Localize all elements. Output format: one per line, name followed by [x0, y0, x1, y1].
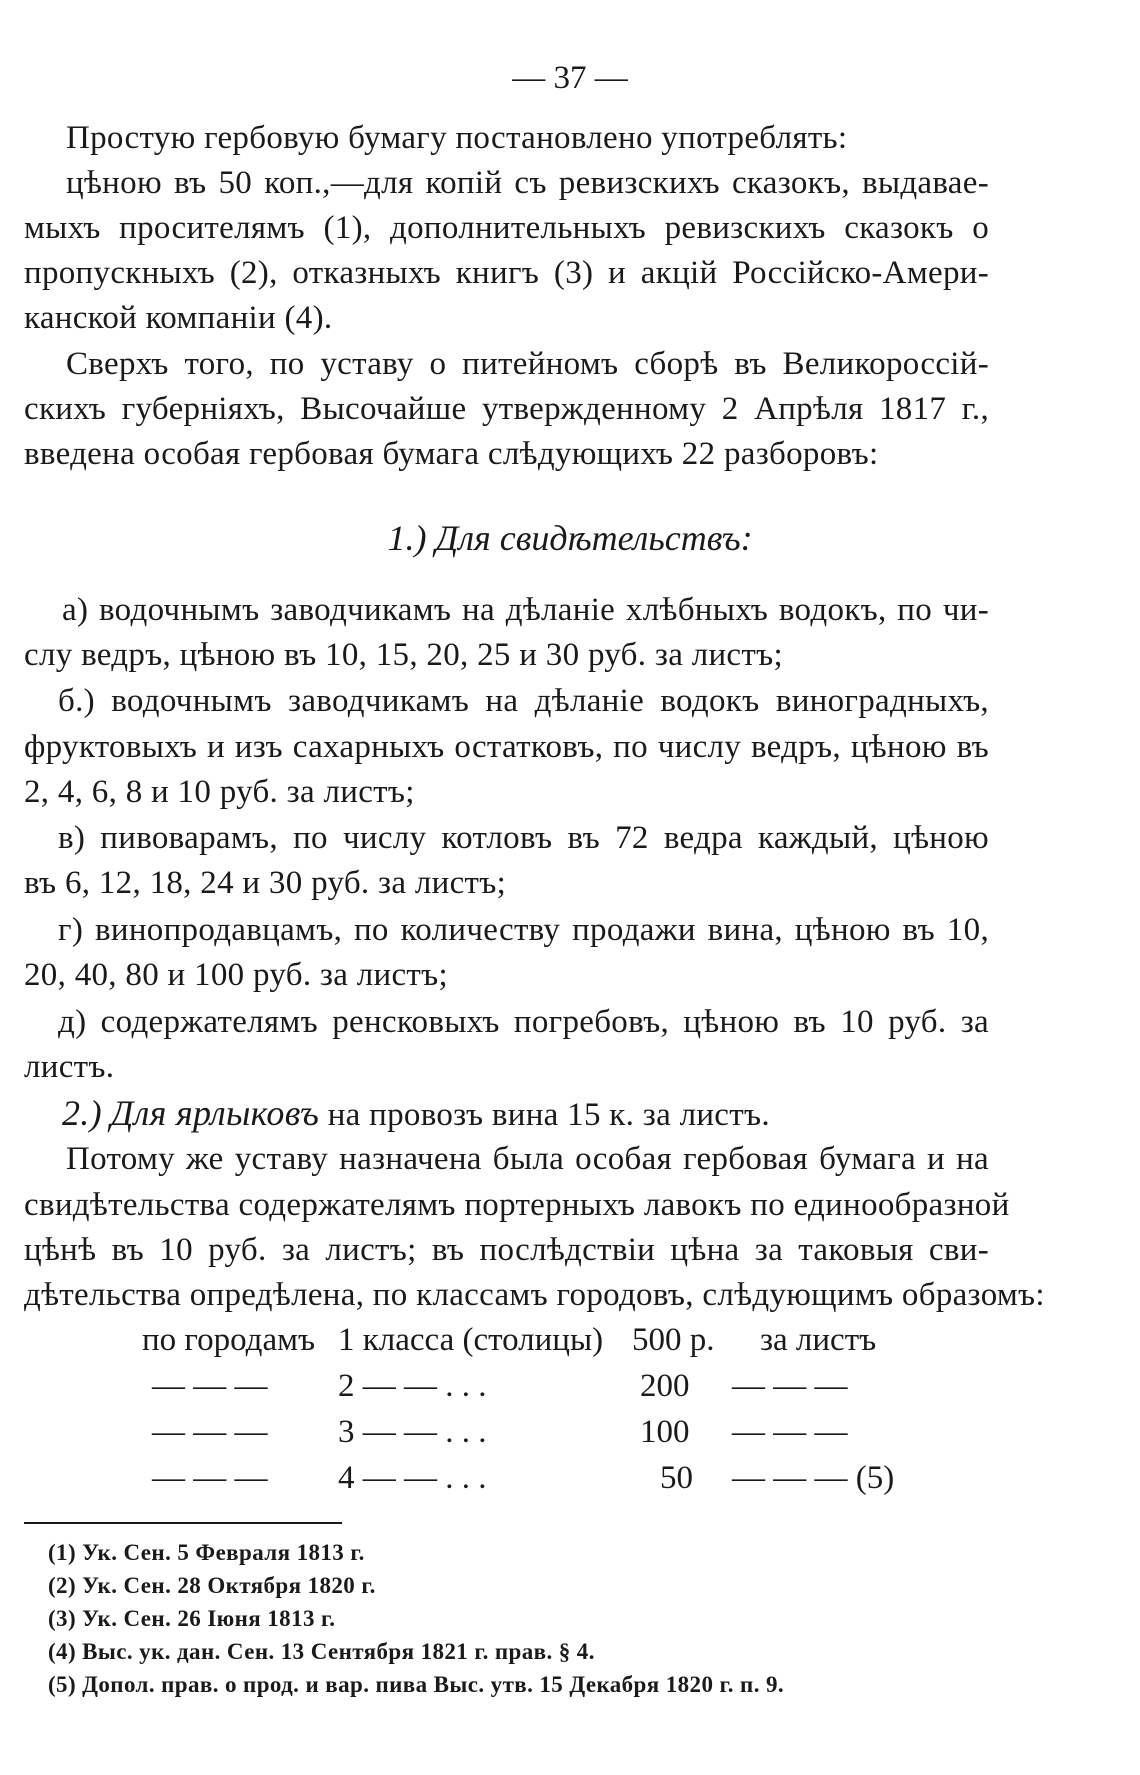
- heading2-text: на провозъ вина 15 к. за листъ.: [327, 1097, 770, 1133]
- text-line: Потому же уставу назначена была особая гербовая бумага и на: [66, 1141, 989, 1177]
- text-line: пропускныхъ (2), отказныхъ книгъ (3) и акцій Россійско-Амери-: [24, 255, 989, 291]
- table-cell: 100: [640, 1414, 690, 1450]
- text-line: г) винопродавцамъ, по количеству продажи вина, цѣною въ 10,: [58, 912, 989, 948]
- text-line: цѣною въ 50 коп.,—для копій съ ревизскихъ сказокъ, выдавае-: [66, 165, 989, 201]
- text-line: слу ведръ, цѣною въ 10, 15, 20, 25 и 30 руб. за листъ;: [24, 637, 783, 673]
- text-line: цѣнѣ въ 10 руб. за листъ; въ послѣдствіи цѣна за таковыя сви-: [24, 1232, 989, 1268]
- table-cell: — — —: [732, 1368, 848, 1404]
- section-heading-line: [62, 1093, 770, 1135]
- page-number: — 37 —: [512, 60, 628, 96]
- text-line: въ 6, 12, 18, 24 и 30 руб. за листъ;: [24, 865, 507, 901]
- text-line: в) пивоварамъ, по числу котловъ въ 72 ведра каждый, цѣною: [58, 820, 989, 856]
- text-line: скихъ губерніяхъ, Высочайше утвержденному 2 Апрѣля 1817 г.,: [24, 391, 989, 427]
- text-line: б.) водочнымъ заводчикамъ на дѣланіе водокъ виноградныхъ,: [58, 683, 989, 719]
- text-line: введена особая гербовая бумага слѣдующихъ 22 разборовъ:: [24, 436, 879, 472]
- table-cell: — — —: [732, 1414, 848, 1450]
- text-line: свидѣтельства содержателямъ портерныхъ лавокъ по единообразной: [24, 1187, 1010, 1223]
- text-line: Сверхъ того, по уставу о питейномъ сборѣ въ Великороссій-: [66, 346, 989, 382]
- table-cell: 50: [660, 1460, 693, 1496]
- text-line: 20, 40, 80 и 100 руб. за листъ;: [24, 957, 448, 993]
- text-line: а) водочнымъ заводчикамъ на дѣланіе хлѣбныхъ водокъ, по чи-: [62, 592, 989, 628]
- table-cell: 500 р.: [632, 1322, 715, 1358]
- footnote-rule: [24, 1522, 342, 1524]
- table-cell: за листъ: [760, 1322, 877, 1358]
- table-cell: — — —: [152, 1368, 268, 1404]
- heading2-title: Для ярлыковъ: [110, 1093, 320, 1133]
- text-line: 2, 4, 6, 8 и 10 руб. за листъ;: [24, 774, 415, 810]
- table-cell: — — —: [152, 1414, 268, 1450]
- footnote: (3) Ук. Сен. 26 Іюня 1813 г.: [48, 1606, 336, 1631]
- text-line: Простую гербовую бумагу постановлено употреблять:: [66, 120, 848, 156]
- footnote: (1) Ук. Сен. 5 Февраля 1813 г.: [48, 1540, 365, 1565]
- footnote: (2) Ук. Сен. 28 Октября 1820 г.: [48, 1573, 376, 1598]
- heading2-number: 2.): [62, 1093, 102, 1133]
- text-line: дѣтельства опредѣлена, по классамъ городовъ, слѣдующимъ образомъ:: [24, 1277, 1045, 1313]
- table-cell: 4 — — . . .: [338, 1460, 487, 1496]
- text-line: листъ.: [24, 1049, 115, 1085]
- table-cell: — — — (5): [732, 1460, 895, 1496]
- section-heading: 1.) Для свидѣтельствъ:: [387, 518, 753, 558]
- text-line: мыхъ просителямъ (1), дополнительныхъ ревизскихъ сказокъ о: [24, 210, 989, 246]
- table-cell: по городамъ: [142, 1322, 316, 1358]
- table-cell: 3 — — . . .: [338, 1414, 487, 1450]
- text-line: канской компаніи (4).: [24, 300, 333, 336]
- table-cell: 200: [640, 1368, 690, 1404]
- footnote: (5) Допол. прав. о прод. и вар. пива Выс. утв. 15 Декабря 1820 г. п. 9.: [48, 1672, 785, 1697]
- table-cell: 2 — — . . .: [338, 1368, 487, 1404]
- text-line: фруктовыхъ и изъ сахарныхъ остатковъ, по числу ведръ, цѣною въ: [24, 729, 989, 765]
- footnote: (4) Выс. ук. дан. Сен. 13 Сентября 1821 г. прав. § 4.: [48, 1639, 595, 1664]
- text-line: д) содержателямъ ренсковыхъ погребовъ, цѣною въ 10 руб. за: [58, 1004, 989, 1040]
- table-cell: — — —: [152, 1460, 268, 1496]
- table-cell: 1 класса (столицы): [338, 1322, 604, 1358]
